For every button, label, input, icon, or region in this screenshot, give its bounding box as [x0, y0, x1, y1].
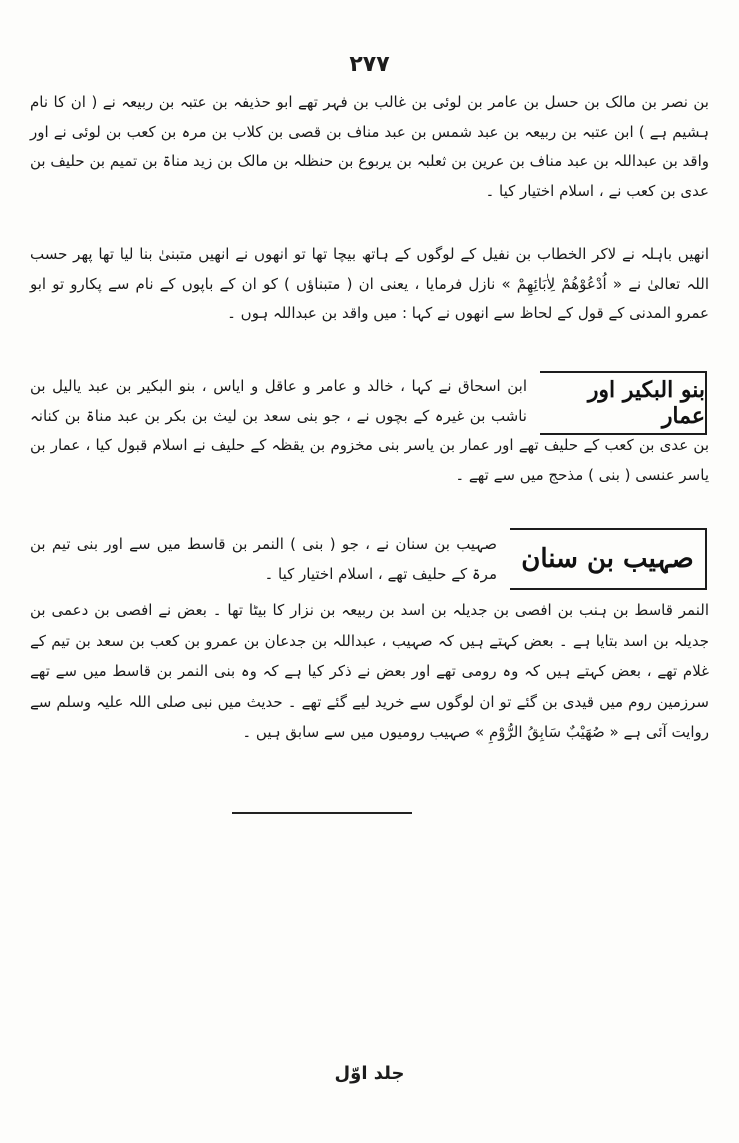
heading-spacer [527, 372, 709, 430]
paragraph-suhaib-intro [30, 530, 709, 589]
paragraph-text: النمر قاسط بن ہنب بن افصی بن جدیلہ بن اسد بن ربیعہ بن نزار کا بیٹا تھا ۔ بعض نے افصی بن دعمی بن جدیلہ بن اسد بتایا ہے ۔ بعض کہتے ہیں کہ صہیب ، عبداللہ بن جدعان بن عمرو بن کعب بن سعد بن تیم کے غلام تھے ، بعض کہتے ہیں کہ وہ رومی تھے اور بعض نے ذکر کیا ہے کہ وہ بنی النمر بن قاسط میں سے تھے سرزمین روم میں قیدی بن گئے تو ان لوگوں سے خرید لیے گئے تھے ۔ حدیث میں نبی صلی اللہ علیہ وسلم سے روایت آئی ہے « صُهَيْبٌ سَابِقُ الرُّوْمِ » صہیب رومیوں میں سے سابق ہیں ۔ [30, 601, 709, 741]
page-number: ۲۷۷ [349, 52, 390, 77]
section-divider [232, 812, 412, 814]
paragraph-bano-bukair [30, 372, 709, 490]
paragraph-text: بن نصر بن مالک بن حسل بن عامر بن لوئی بن غالب بن فہر تھے ابو حذیفہ بن عتبہ بن ربیعہ نے ( ان کا نام ہشیم ہے ) ابن عتبہ بن ربیعہ بن عبد شمس بن عبد مناف بن قصی بن کلاب بن مرہ بن کعب بن لوئی نے اور واقد بن عبداللہ بن عبد مناف بن عرین بن ثعلبہ بن یربوع بن حنظلہ بن مالک بن زید مناۃ بن تمیم بن حلیف بن عدی بن کعب نے ، اسلام اختیار کیا ۔ [30, 93, 709, 200]
paragraph-lineage [30, 88, 709, 206]
volume-footer: جلد اوّل [334, 1063, 405, 1084]
paragraph-text: انھیں باہلہ نے لاکر الخطاب بن نفیل کے لوگوں کے ہاتھ بیچا تھا تو انھوں نے انھیں متبنیٰ بنا لیا تھا پھر حسب اللہ تعالیٰ نے « اُدْعُوْھُمْ لِاٰبَائِھِمْ » نازل فرمایا ، یعنی ان ( متبناؤں ) کو ان کے باپوں کے نام سے پکارو تو ابو عمرو المدنی کے قول کے لحاظ سے انھوں نے کہا : میں واقد بن عبداللہ ہوں ۔ [30, 245, 709, 323]
paragraph-text: صہیب بن سنان نے ، جو ( بنی ) النمر بن قاسط میں سے اور بنی تیم بن مرۃ کے حلیف تھے ، اسلام اختیار کیا ۔ [30, 530, 709, 589]
heading-spacer [497, 530, 709, 586]
paragraph-waqid [30, 240, 709, 329]
paragraph-suhaib-details [30, 595, 709, 748]
section-heading-bano-bukair: بنو البکیر اور عمار [540, 371, 707, 435]
section-heading-suhaib: صہیب بن سنان [510, 528, 707, 590]
paragraph-text: ابن اسحاق نے کہا ، خالد و عامر و عاقل و ایاس ، بنو البکیر بن عبد یالیل بن ناشب بن غیرہ کے بچوں نے ، جو بنی سعد بن لیث بن بکر بن عبد مناۃ بن کنانہ بن عدی بن کعب کے حلیف تھے اور عمار بن یاسر بنی مخزوم بن یقظہ کے حلیف نے اسلام قبول کیا ، عمار بن یاسر عنسی ( بنی ) مذحج میں سے تھے ۔ [30, 372, 709, 490]
